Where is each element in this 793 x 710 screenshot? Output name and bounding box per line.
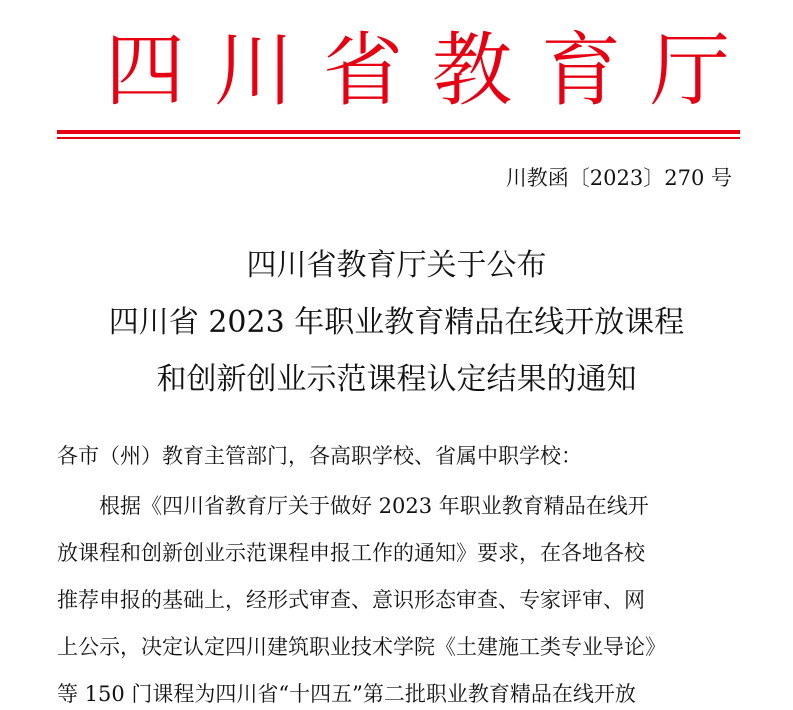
masthead-char: 教: [432, 24, 512, 117]
body-line: 放课程和创新创业示范课程申报工作的通知》要求，在各地各校: [57, 541, 645, 565]
body-line: 推荐申报的基础上，经形式审查、意识形态审查、专家评审、网: [57, 588, 645, 612]
masthead-char: 川: [214, 24, 294, 117]
document-number: 川教函〔2023〕270 号: [505, 166, 732, 190]
title-line: 四川省 2023 年职业教育精品在线开放课程: [108, 305, 685, 340]
salutation: 各市（州）教育主管部门，各高职学校、省属中职学校：: [57, 444, 582, 468]
title-line: 和创新创业示范课程认定结果的通知: [156, 362, 637, 397]
body-line: 根据《四川省教育厅关于做好 2023 年职业教育精品在线开: [99, 494, 649, 518]
masthead-title: [0, 26, 793, 116]
title-line: 四川省教育厅关于公布: [246, 248, 547, 283]
body-line: 等 150 门课程为四川省“十四五”第二批职业教育精品在线开放: [57, 682, 636, 706]
masthead-char: 四: [105, 24, 185, 117]
body-line: 上公示，决定认定四川建筑职业技术学院《土建施工类专业导论》: [57, 635, 666, 659]
red-divider-thin: [57, 137, 740, 139]
masthead-char: 厅: [650, 24, 730, 117]
masthead-char: 育: [541, 24, 621, 117]
masthead-char: 省: [323, 24, 403, 117]
red-divider-thick: [57, 130, 740, 134]
